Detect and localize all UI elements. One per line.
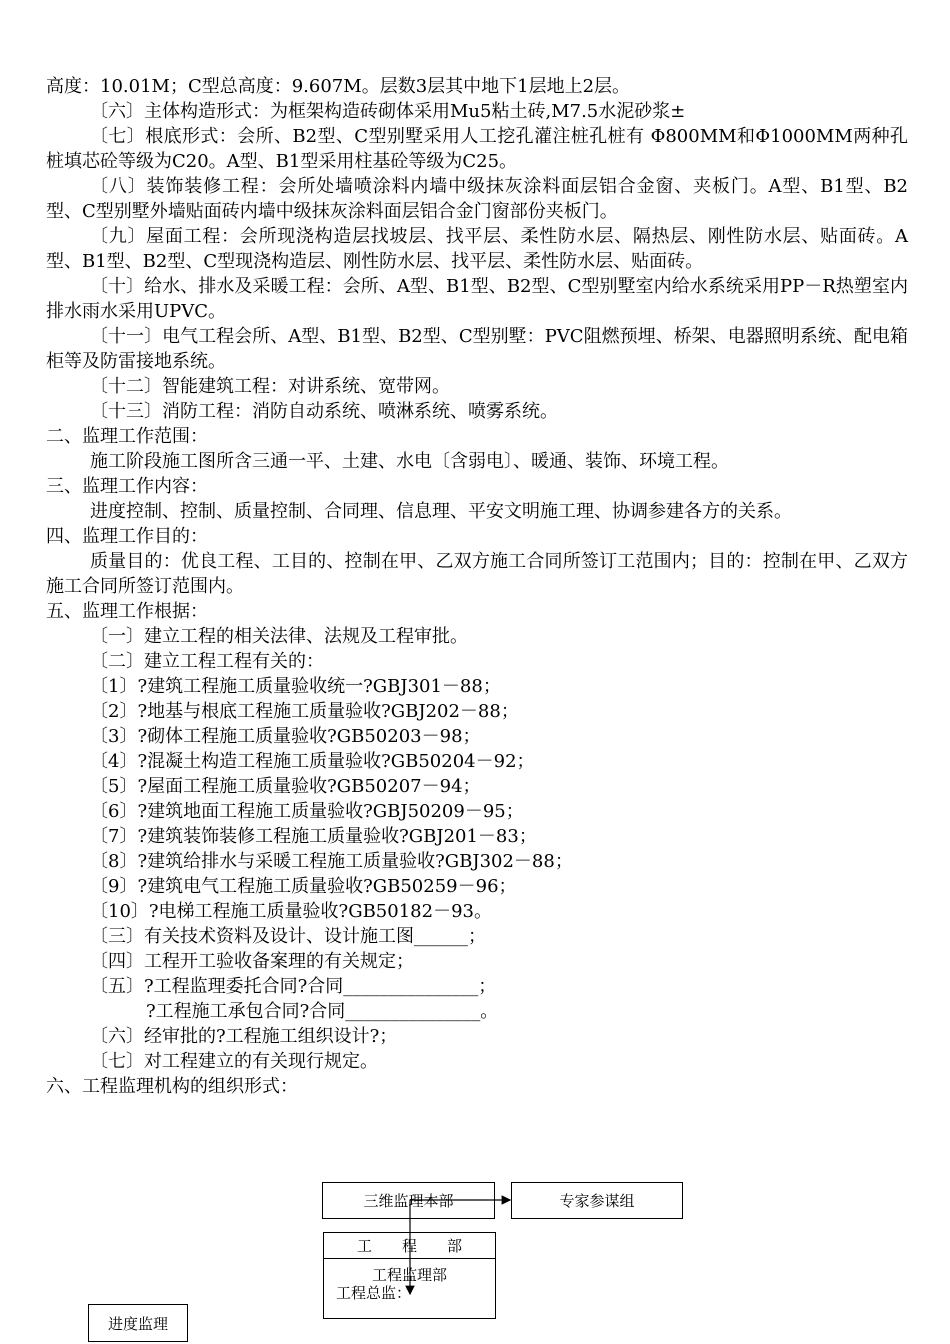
paragraph: 〔二〕建立工程工程有关的：	[90, 651, 324, 672]
paragraph: 〔十三〕消防工程：消防自动系统、喷淋系统、喷雾系统。	[90, 401, 558, 422]
paragraph: 〔4〕?混凝土构造工程施工质量验收?GB50204－92；	[90, 751, 535, 772]
paragraph: 〔十〕给水、排水及采暖工程：会所、A型、B1型、B2型、C型别墅室内给水系统采用PP－R热塑室内排水雨水采用UPVC。	[46, 276, 908, 322]
paragraph: 〔十二〕智能建筑工程：对讲系统、宽带网。	[90, 376, 450, 397]
paragraph: 〔一〕建立工程的相关法律、法规及工程审批。	[90, 626, 468, 647]
paragraph: 〔1〕?建筑工程施工质量验收统一?GBJ301－88；	[90, 676, 501, 697]
paragraph: 四、监理工作目的：	[46, 526, 208, 547]
paragraph: 〔8〕?建筑给排水与采暖工程施工质量验收?GBJ302－88；	[90, 851, 573, 872]
paragraph: 〔三〕有关技术资料及设计、设计施工图______；	[90, 926, 486, 947]
org-box-dept-header-label: 工 程 部	[356, 1237, 462, 1255]
paragraph: 六、工程监理机构的组织形式：	[46, 1076, 298, 1097]
org-box-progress-label: 进度监理	[107, 1314, 168, 1333]
paragraph: 〔七〕根底形式：会所、B2型、C型别墅采用人工挖孔灌注桩孔桩有 Φ800MM和Φ1000MM两种孔桩填芯砼等级为C20。A型、B1型采用柱基砼等级为C25。	[46, 126, 908, 172]
paragraph: 进度控制、控制、质量控制、合同理、信息理、平安文明施工理、协调参建各方的关系。	[90, 501, 792, 522]
org-box-dept-name: 工程监理部	[371, 1266, 447, 1284]
paragraph: 〔7〕?建筑装饰装修工程施工质量验收?GBJ201－83；	[90, 826, 537, 847]
paragraph: 〔六〕主体构造形式：为框架构造砖砌体采用Mu5粘土砖,M7.5水泥砂浆±	[90, 101, 686, 122]
paragraph: 〔八〕装饰装修工程：会所处墙喷涂料内墙中级抹灰涂料面层铝合金窗、夹板门。A型、B1型、B2型、C型别墅外墙贴面砖内墙中级抹灰涂料面层铝合金门窗部份夹板门。	[46, 176, 908, 222]
paragraph: 质量目的：优良工程、工目的、控制在甲、乙双方施工合同所签订工范围内；目的：控制在甲、乙双方施工合同所签订范围内。	[46, 551, 908, 597]
org-box-experts-label: 专家参谋组	[559, 1192, 635, 1210]
paragraph: 施工阶段施工图所含三通一平、土建、水电〔含弱电〕、暖通、装饰、环境工程。	[90, 451, 729, 472]
paragraph: 三、监理工作内容：	[46, 476, 208, 497]
paragraph: ?工程施工承包合同?合同_______________。	[146, 1001, 499, 1022]
paragraph: 〔四〕工程开工验收备案理的有关规定；	[90, 951, 414, 972]
org-box-hq	[322, 1182, 495, 1219]
paragraph: 〔6〕?建筑地面工程施工质量验收?GBJ50209－95；	[90, 801, 524, 822]
paragraph: 高度：10.01M；C型总高度：9.607M。层数3层其中地下1层地上2层。	[46, 76, 631, 97]
paragraph: 〔十一〕电气工程会所、A型、B1型、B2型、C型别墅：PVC阻燃预埋、桥架、电器照明系统、配电箱柜等及防雷接地系统。	[46, 326, 908, 372]
org-box-progress	[88, 1304, 188, 1342]
paragraph: 〔2〕?地基与根底工程施工质量验收?GBJ202－88；	[90, 701, 519, 722]
org-box-experts	[511, 1182, 683, 1219]
org-box-dept	[323, 1232, 496, 1319]
paragraph: 〔5〕?屋面工程施工质量验收?GB50207－94；	[90, 776, 481, 797]
paragraph: 〔六〕经审批的?工程施工组织设计?；	[90, 1026, 398, 1047]
document-body	[46, 74, 908, 1099]
paragraph: 〔10〕?电梯工程施工质量验收?GB50182－93。	[90, 901, 492, 922]
paragraph: 〔3〕?砌体工程施工质量验收?GB50203－98；	[90, 726, 481, 747]
paragraph: 二、监理工作范围：	[46, 426, 208, 447]
org-box-dept-chief: 工程总监：	[336, 1284, 412, 1302]
org-box-dept-header	[324, 1233, 495, 1259]
org-box-hq-label: 三维监理本部	[363, 1192, 454, 1210]
paragraph: 〔9〕?建筑电气工程施工质量验收?GB50259－96；	[90, 876, 517, 897]
paragraph: 〔七〕对工程建立的有关现行规定。	[90, 1051, 378, 1072]
paragraph: 〔五〕?工程监理委托合同?合同_______________；	[90, 976, 497, 997]
paragraph: 五、监理工作根据：	[46, 601, 208, 622]
paragraph: 〔九〕屋面工程：会所现浇构造层找坡层、找平层、柔性防水层、隔热层、刚性防水层、贴面砖。A型、B1型、B2型、C型现浇构造层、刚性防水层、找平层、柔性防水层、贴面砖。	[46, 226, 908, 272]
